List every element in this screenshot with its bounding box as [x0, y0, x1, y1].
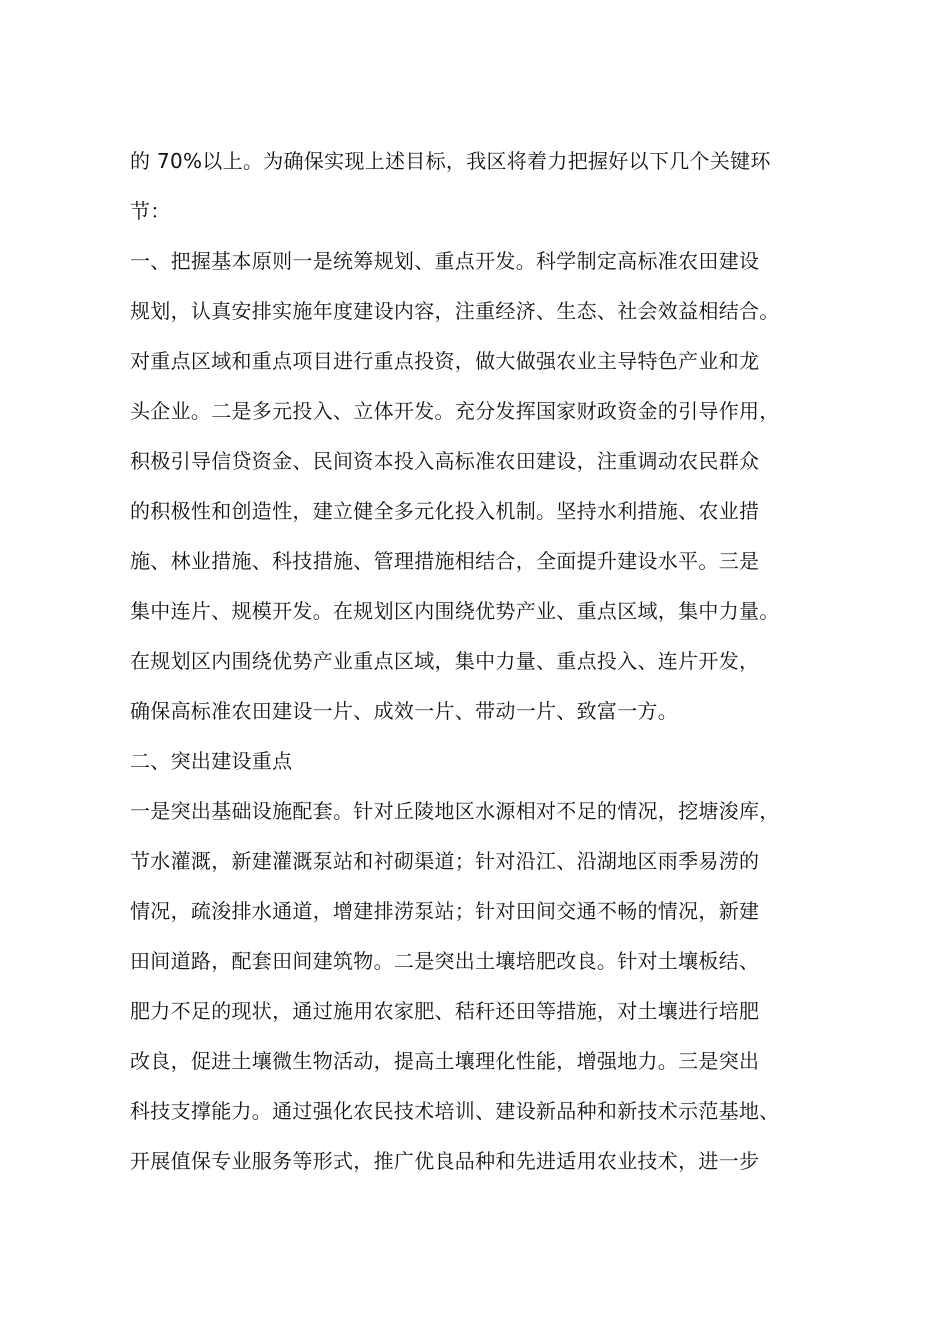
text-line: 积极引导信贷资金、民间资本投入高标准农田建设，注重调动农民群众	[130, 449, 760, 473]
text-line: 改良，促进土壤微生物活动，提高土壤理化性能，增强地力。三是突出	[130, 1049, 760, 1073]
body-text	[130, 136, 830, 1186]
text-line: 集中连片、规模开发。在规划区内围绕优势产业、重点区域，集中力量。	[130, 599, 780, 623]
section-heading: 二、突出建设重点	[130, 749, 293, 773]
section-heading-line: 一、把握基本原则一是统筹规划、重点开发。科学制定高标准农田建设	[130, 249, 760, 273]
text-line: 的 70%以上。为确保实现上述目标，我区将着力把握好以下几个关键环	[130, 149, 771, 173]
text-line: 节水灌溉，新建灌溉泵站和衬砌渠道；针对沿江、沿湖地区雨季易涝的	[130, 849, 760, 873]
text-line: 田间道路，配套田间建筑物。二是突出土壤培肥改良。针对土壤板结、	[130, 949, 760, 973]
text-line: 头企业。二是多元投入、立体开发。充分发挥国家财政资金的引导作用，	[130, 399, 780, 423]
text-line: 的积极性和创造性，建立健全多元化投入机制。坚持水利措施、农业措	[130, 499, 760, 523]
text-line: 在规划区内围绕优势产业重点区域，集中力量、重点投入、连片开发，	[130, 649, 760, 673]
text-line: 开展值保专业服务等形式，推广优良品种和先进适用农业技术，进一步	[130, 1149, 760, 1173]
text-line: 对重点区域和重点项目进行重点投资，做大做强农业主导特色产业和龙	[130, 349, 760, 373]
text-line: 节：	[130, 199, 171, 223]
text-line: 肥力不足的现状，通过施用农家肥、秸秆还田等措施，对土壤进行培肥	[130, 999, 760, 1023]
text-line: 施、林业措施、科技措施、管理措施相结合，全面提升建设水平。三是	[130, 549, 760, 573]
text-line: 规划，认真安排实施年度建设内容，注重经济、生态、社会效益相结合。	[130, 299, 780, 323]
text-line: 确保高标准农田建设一片、成效一片、带动一片、致富一方。	[130, 699, 679, 723]
text-line: 一是突出基础设施配套。针对丘陵地区水源相对不足的情况，挖塘浚库，	[130, 799, 780, 823]
text-line: 科技支撑能力。通过强化农民技术培训、建设新品种和新技术示范基地、	[130, 1099, 780, 1123]
text-line: 情况，疏浚排水通道，增建排涝泵站；针对田间交通不畅的情况，新建	[130, 899, 760, 923]
